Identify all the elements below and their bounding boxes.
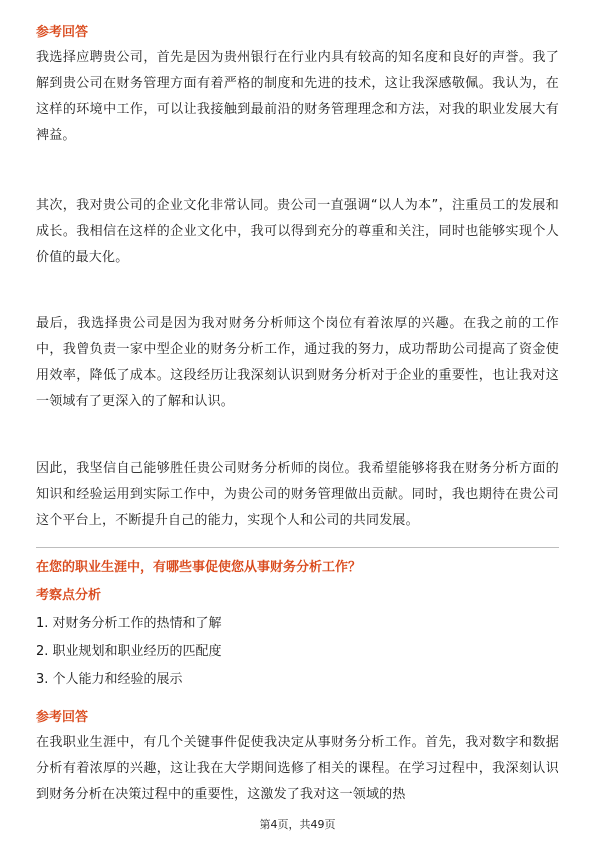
list-item: 2. 职业规划和职业经历的匹配度 bbox=[36, 644, 222, 659]
document-page bbox=[36, 0, 559, 842]
answer-heading: 参考回答 bbox=[36, 25, 89, 40]
answer-heading-2: 参考回答 bbox=[36, 710, 89, 725]
interview-question: 在您的职业生涯中，有哪些事促使您从事财务分析工作？ bbox=[36, 560, 362, 575]
answer-paragraph-5: 在我职业生涯中，有几个关键事件促使我决定从事财务分析工作。首先，我对数字和数据分析有着浓厚的兴趣，这让我在大学期间选修了相关的课程。在学习过程中，我深刻认识到财务分析在决策过程中的重要性，这激发了我对这一领域的热 bbox=[36, 735, 559, 802]
answer-paragraph-3: 最后，我选择贵公司是因为我对财务分析师这个岗位有着浓厚的兴趣。在我之前的工作中，我曾负责一家中型企业的财务分析工作，通过我的努力，成功帮助公司提高了资金使用效率，降低了成本。这段经历让我深刻认识到财务分析对于企业的重要性，也让我对这一领域有了更深入的了解和认识。 bbox=[36, 316, 559, 409]
list-item: 3. 个人能力和经验的展示 bbox=[36, 672, 183, 687]
section-divider bbox=[36, 547, 559, 548]
analysis-heading: 考察点分析 bbox=[36, 588, 102, 603]
list-item: 1. 对财务分析工作的热情和了解 bbox=[36, 616, 222, 631]
answer-paragraph-2: 其次，我对贵公司的企业文化非常认同。贵公司一直强调“以人为本”，注重员工的发展和成长。我相信在这样的企业文化中，我可以得到充分的尊重和关注，同时也能够实现个人价值的最大化。 bbox=[36, 198, 559, 265]
answer-paragraph-4: 因此，我坚信自己能够胜任贵公司财务分析师的岗位。我希望能够将我在财务分析方面的知识和经验运用到实际工作中，为贵公司的财务管理做出贡献。同时，我也期待在贵公司这个平台上，不断提升自己的能力，实现个人和公司的共同发展。 bbox=[36, 461, 559, 528]
page-number-footer: 第4页，共49页 bbox=[259, 818, 336, 831]
analysis-points-list bbox=[36, 610, 222, 694]
answer-paragraph-1: 我选择应聘贵公司，首先是因为贵州银行在行业内具有较高的知名度和良好的声誉。我了解到贵公司在财务管理方面有着严格的制度和先进的技术，这让我深感敬佩。我认为，在这样的环境中工作，可以让我接触到最前沿的财务管理理念和方法，对我的职业发展大有裨益。 bbox=[36, 50, 559, 143]
